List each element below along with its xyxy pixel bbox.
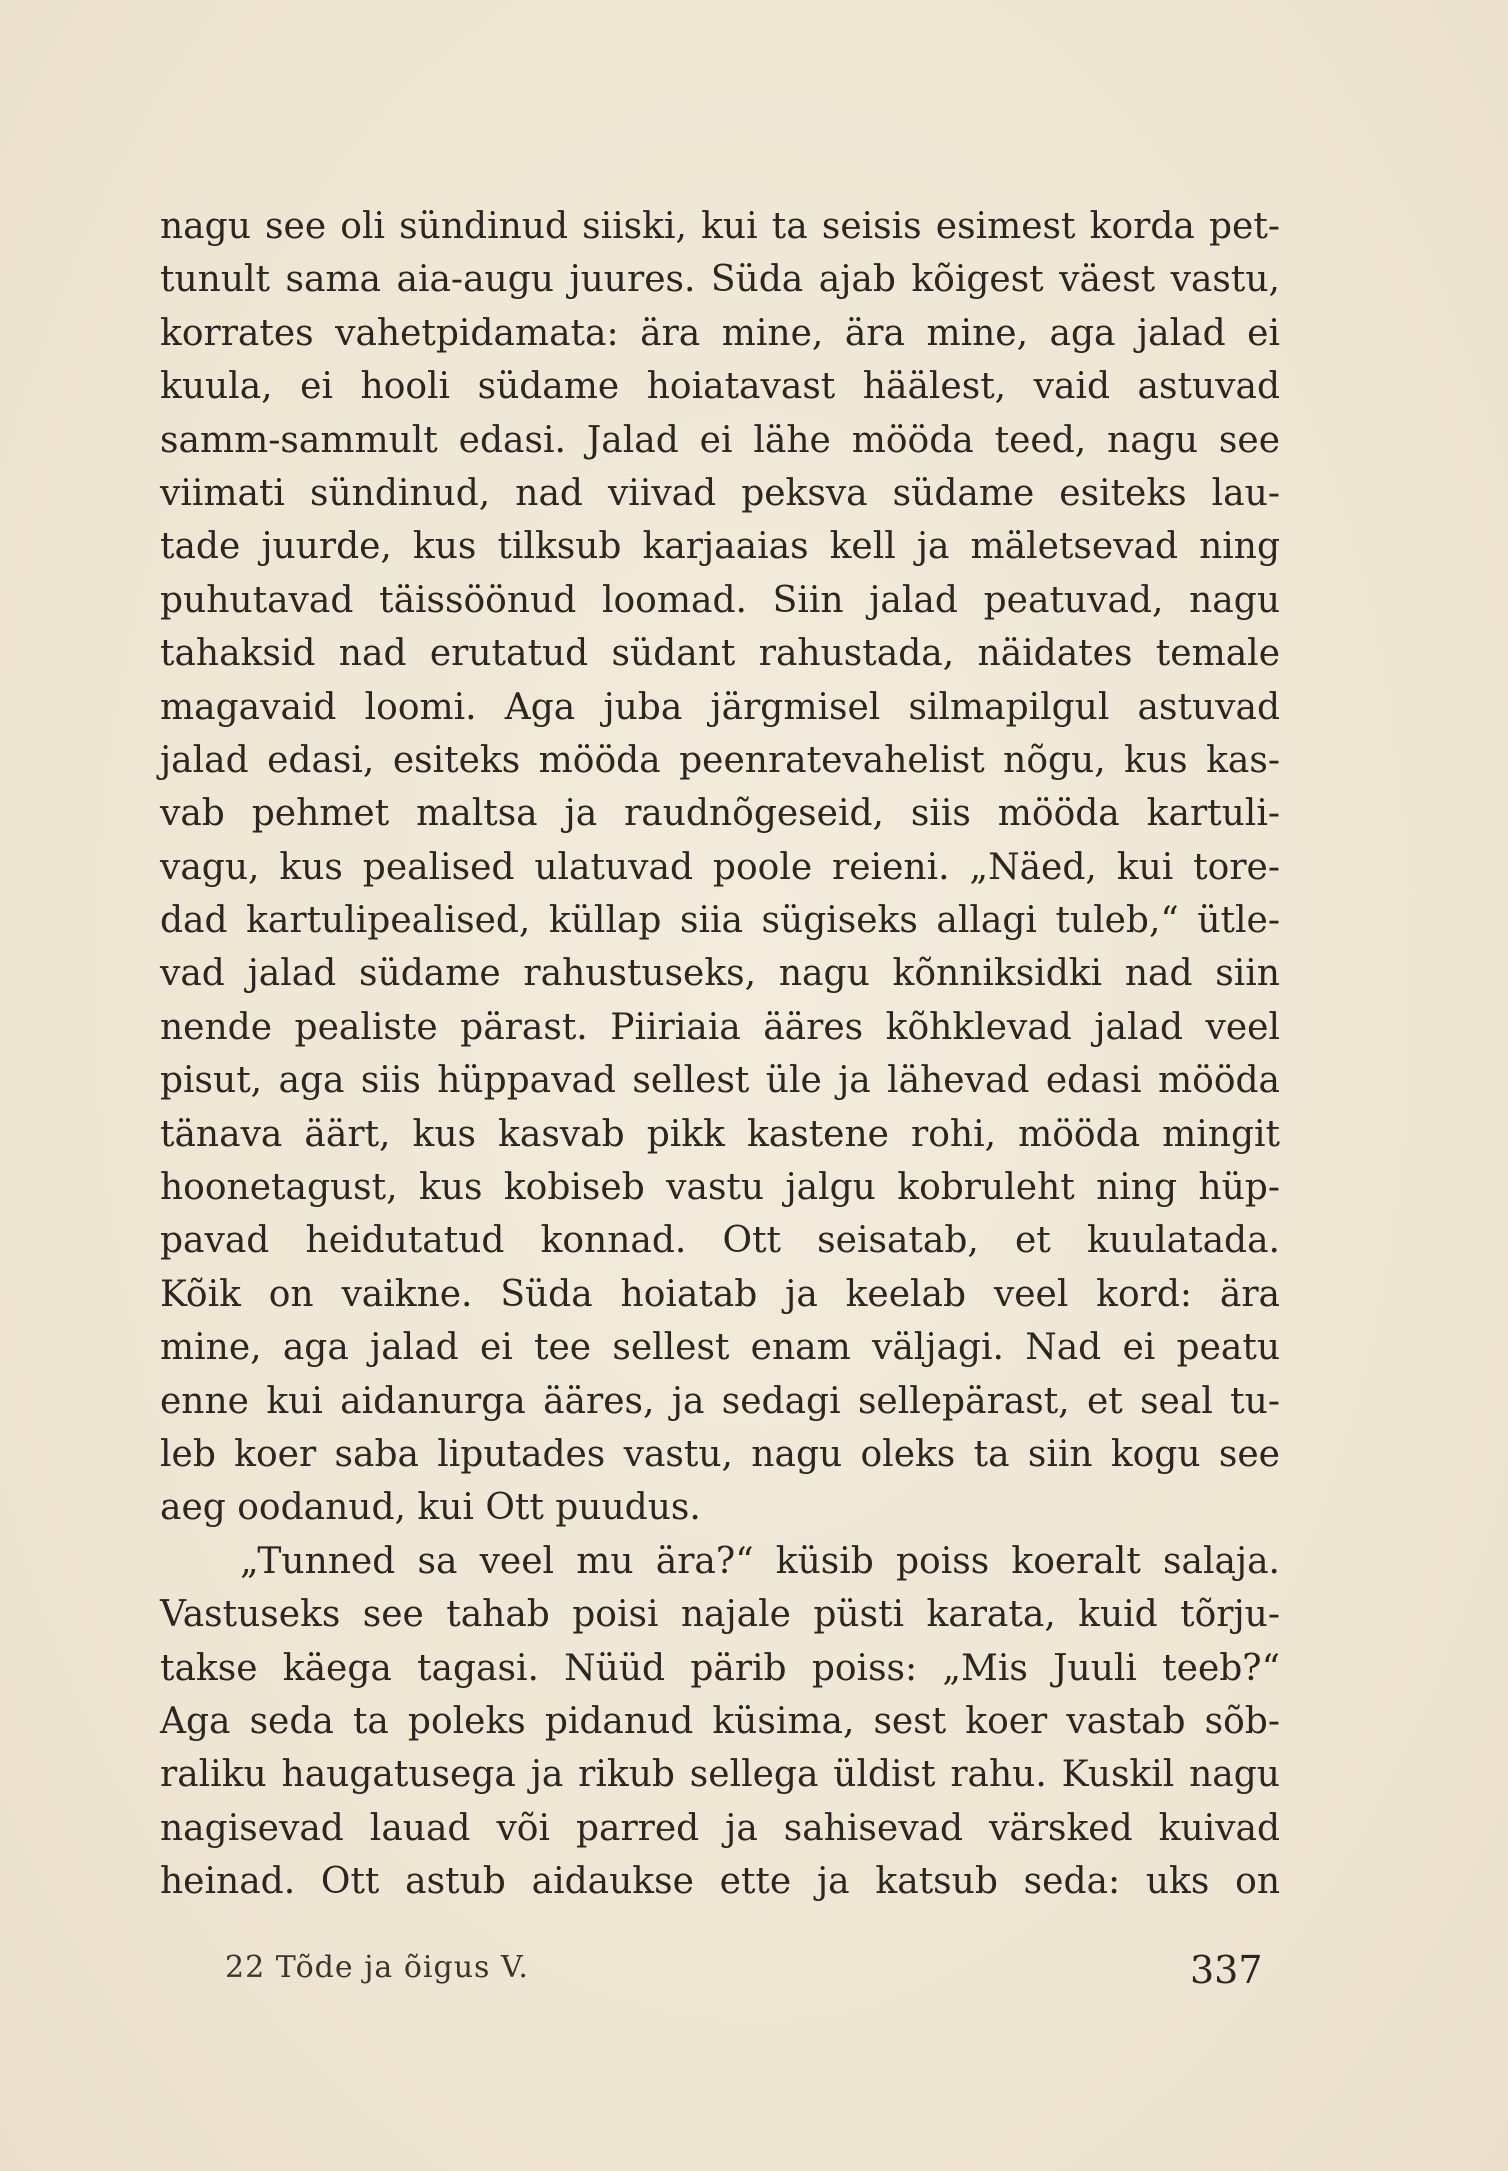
text-line: kuula, ei hooli südame hoiatavast häälest, vaid astuvad: [160, 366, 1280, 408]
text-line: nagu see oli sündinud siiski, kui ta seisis esimest korda pet-: [160, 206, 1280, 247]
text-line: vagu, kus pealised ulatuvad poole reieni. „Näed, kui tore-: [160, 846, 1280, 888]
page-number: 337: [1190, 1948, 1263, 1992]
text-line: puhutavad täissöönud loomad. Siin jalad peatuvad, nagu: [160, 579, 1280, 621]
text-line: tade juurde, kus tilksub karjaaias kell ja mäletsevad ning: [160, 526, 1280, 568]
body-text: [160, 200, 1280, 1909]
text-line: pisut, aga siis hüppavad sellest üle ja lähevad edasi mööda: [160, 1060, 1280, 1102]
text-line: magavaid loomi. Aga juba järgmisel silmapilgul astuvad: [160, 686, 1280, 728]
text-line: jalad edasi, esiteks mööda peenratevahelist nõgu, kus kas-: [160, 739, 1280, 781]
text-line: Kõik on vaikne. Süda hoiatab ja keelab veel kord: ära: [160, 1273, 1280, 1315]
text-line: pavad heidutatud konnad. Ott seisatab, et kuulatada.: [160, 1220, 1280, 1262]
text-line: dad kartulipealised, küllap siia sügiseks allagi tuleb,“ ütle-: [160, 900, 1280, 942]
text-line: tunult sama aia-augu juures. Süda ajab kõigest väest vastu,: [160, 259, 1280, 301]
text-line: aeg oodanud, kui Ott puudus.: [160, 1487, 701, 1529]
text-line: nende pealiste pärast. Piiriaia ääres kõhklevad jalad veel: [160, 1006, 1280, 1048]
text-line: nagisevad lauad või parred ja sahisevad värsked kuivad: [160, 1807, 1280, 1849]
text-line: hoonetagust, kus kobiseb vastu jalgu kobruleht ning hüp-: [160, 1167, 1280, 1209]
text-line: Aga seda ta poleks pidanud küsima, sest koer vastab sõb-: [160, 1700, 1280, 1742]
text-line: vad jalad südame rahustuseks, nagu kõnniksidki nad siin: [160, 953, 1280, 995]
text-line: tahaksid nad erutatud südant rahustada, näidates temale: [160, 633, 1280, 675]
text-line: Vastuseks see tahab poisi najale püsti karata, kuid tõrju-: [160, 1594, 1280, 1636]
text-line: raliku haugatusega ja rikub sellega üldist rahu. Kuskil nagu: [160, 1754, 1280, 1796]
signature-mark: 22 Tõde ja õigus V.: [225, 1950, 529, 1985]
text-line: mine, aga jalad ei tee sellest enam väljagi. Nad ei peatu: [160, 1327, 1280, 1369]
text-line: tänava äärt, kus kasvab pikk kastene rohi, mööda mingit: [160, 1113, 1280, 1155]
text-line: „Tunned sa veel mu ära?“ küsib poiss koeralt salaja.: [240, 1540, 1280, 1582]
text-line: leb koer saba liputades vastu, nagu oleks ta siin kogu see: [160, 1433, 1280, 1475]
text-line: heinad. Ott astub aidaukse ette ja katsub seda: uks on: [160, 1861, 1280, 1903]
text-line: viimati sündinud, nad viivad peksva südame esiteks lau-: [160, 472, 1280, 514]
text-line: korrates vahetpidamata: ära mine, ära mine, aga jalad ei: [160, 312, 1280, 354]
text-line: vab pehmet maltsa ja raudnõgeseid, siis mööda kartuli-: [160, 793, 1280, 835]
text-line: enne kui aidanurga ääres, ja sedagi sellepärast, et seal tu-: [160, 1380, 1280, 1422]
text-line: takse käega tagasi. Nüüd pärib poiss: „Mis Juuli teeb?“: [160, 1647, 1280, 1689]
text-line: samm-sammult edasi. Jalad ei lähe mööda teed, nagu see: [160, 419, 1280, 461]
